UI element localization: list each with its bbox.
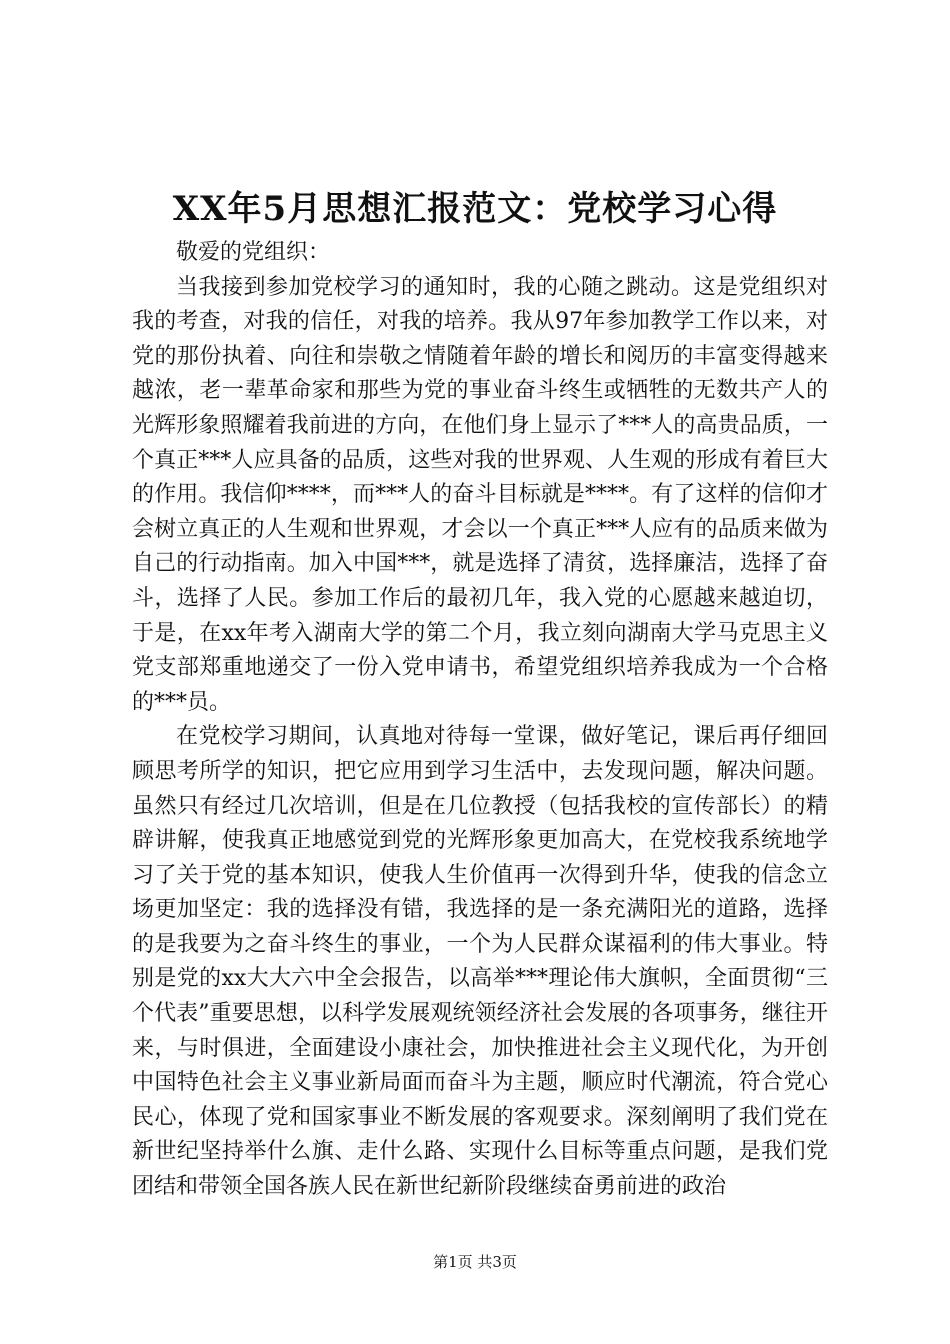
paragraph: 当我接到参加党校学习的通知时，我的心随之跳动。这是党组织对我的考查，对我的信任，对我的培养。我从97年参加教学工作以来，对党的那份执着、向往和崇敬之情随着年龄的增长和阅历的丰富变得越来越浓，老一辈革命家和那些为党的事业奋斗终生或牺牲的无数共产人的光辉形象照耀着我前进的方向，在他们身上显示了***人的高贵品质，一个真正***人应具备的品质，这些对我的世界观、人生观的形成有着巨大的作用。我信仰****，而***人的奋斗目标就是****。有了这样的信仰才会树立真正的人生观和世界观，才会以一个真正***人应有的品质来做为自己的行动指南。加入中国***，就是选择了清贫，选择廉洁，选择了奋斗，选择了人民。参加工作后的最初几年，我入党的心愿越来越迫切，于是，在xx年考入湖南大学的第二个月，我立刻向湖南大学马克思主义党支部郑重地递交了一份入党申请书，希望党组织培养我成为一个合格的***员。 [132,274,828,715]
document-title: XX年5月思想汇报范文：党校学习心得 [172,189,778,229]
salutation: 敬爱的党组织： [176,240,331,265]
document-body [132,236,828,1205]
paragraph: 在党校学习期间，认真地对待每一堂课，做好笔记，课后再仔细回顾思考所学的知识，把它应用到学习生活中，去发现问题，解决问题。虽然只有经过几次培训，但是在几位教授（包括我校的宣传部长）的精辟讲解，使我真正地感觉到党的光辉形象更加高大，在党校我系统地学习了关于党的基本知识，使我人生价值再一次得到升华，使我的信念立场更加坚定：我的选择没有错，我选择的是一条充满阳光的道路，选择的是我要为之奋斗终生的事业，一个为人民群众谋福利的伟大事业。特别是党的xx大大六中全会报告，以高举***理论伟大旗帜，全面贯彻“三个代表”重要思想，以科学发展观统领经济社会发展的各项事务，继往开来，与时俱进，全面建设小康社会，加快推进社会主义现代化，为开创中国特色社会主义事业新局面而奋斗为主题，顺应时代潮流，符合党心民心，体现了党和国家事业不断发展的客观要求。深刻阐明了我们党在新世纪坚持举什么旗、走什么路、实现什么目标等重点问题，是我们党团结和带领全国各族人民在新世纪新阶段继续奋勇前进的政治 [132,724,828,1200]
page-footer: 第1页 共3页 [433,1253,517,1271]
